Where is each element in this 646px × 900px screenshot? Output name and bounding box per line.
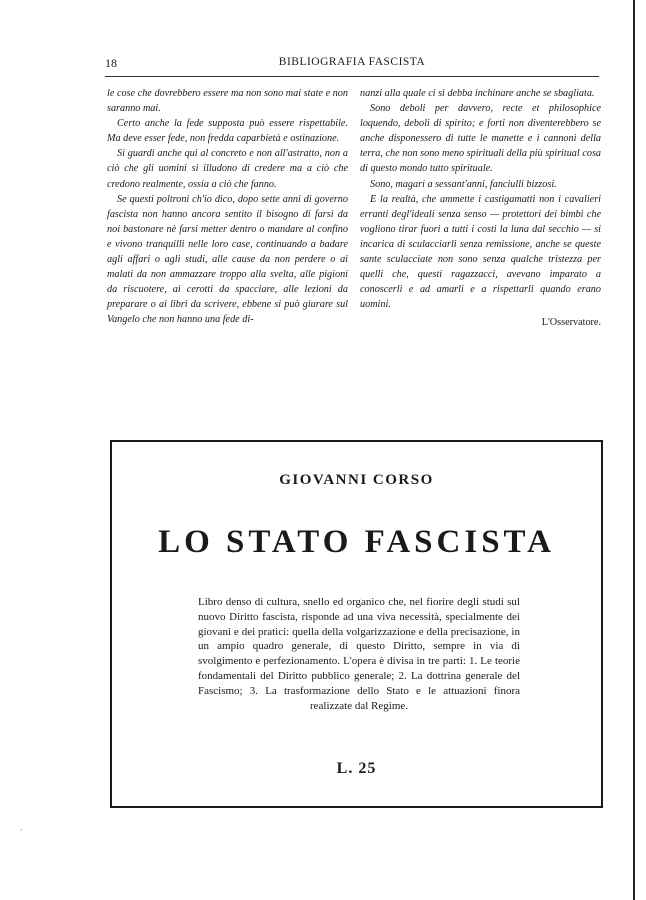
header-rule (105, 76, 599, 77)
running-title: BIBLIOGRAFIA FASCISTA (278, 56, 426, 68)
article-column-right (360, 86, 601, 331)
article-paragraph: Si guardi anche qui al concreto e non all'astratto, non a ciò che gli uomini si illudono di credere ma a ciò che credono realmente, ossia a ciò che fanno. (107, 148, 348, 190)
article-paragraph: Sono, magari a sessant'anni, fanciulli bizzosi. (370, 178, 557, 190)
article-paragraph: E la realtà, che ammette i castigamatti non i cavalieri erranti degl'ideali senza senso — protettori dei bimbi che vogliono tirar fuori a tutti i costi la luna dal secchio — si incarica di sculacciarli senza remissione, anche se queste sante sculacciate non sono senza qualche tristezza per quelli che, questi ragazzacci, avevano imparato a conoscerli e ad amarli e a rispettarli quando erano uomini. (360, 193, 601, 311)
article-paragraph: Sono deboli per davvero, recte et philosophice loquendo, deboli di spirito; e forti non diventerebbero se anche disponessero di tutte le manette e i cannoni della terra, che non sono meno spirituali della più spiritual cosa di questo mondo tutto spirituale. (360, 103, 601, 175)
article-signature: L'Osservatore. (541, 317, 601, 329)
article-column-left (107, 86, 348, 328)
page-header (105, 56, 599, 74)
article-paragraph: le cose che dovrebbero essere ma non sono mai state e non saranno mai. (107, 88, 348, 115)
article-paragraph: Se questi poltroni ch'io dico, dopo sette anni di governo fascista non hanno ancora sentito il bisogno di farsi da noi bastonare nè farsi metter dentro o mandare al confino e vivono tranquilli nelle loro case, continuando a badare agli affari o agli studi, alle cause da non perdere o ai malati da non ammazzare troppo alla svelta, alle pigioni da riscuotere, ai cerotti da spacciare, alle lezioni da preparare o ai libri da scrivere, ebbene si può giurare sul Vangelo che non hanno una fede di- (107, 193, 348, 326)
ad-price: L. 25 (336, 760, 377, 777)
page-edge-line (633, 0, 635, 900)
ad-title: LO STATO FASCISTA (158, 524, 555, 560)
book-advertisement (110, 440, 603, 808)
ad-author: GIOVANNI CORSO (279, 472, 434, 488)
margin-mark: · (20, 826, 23, 835)
page-number: 18 (105, 56, 117, 70)
ad-description: Libro denso di cultura, snello ed organico che, nel fiorire degli studi sul nuovo Diritto fascista, risponde ad una viva necessità, specialmente dei giovani e dei pratici: quella della volgarizzazione e della precisazione, in un ampio quadro generale, di questo Diritto, sempre in via di svolgimento e perfezionamento. L'opera è divisa in tre parti: 1. Le teorie fondamentali del Diritto pubblico generale; 2. La dottrina generale del Fascismo; 3. La trasformazione dello Stato e le attuazioni finora realizzate dal Regime. (198, 596, 520, 712)
article-paragraph: nanzi alla quale ci si debba inchinare anche se sbagliata. (360, 88, 595, 99)
article-paragraph: Certo anche la fede supposta può essere rispettabile. Ma deve esser fede, non fredda caparbietà e ostinazione. (107, 118, 348, 145)
